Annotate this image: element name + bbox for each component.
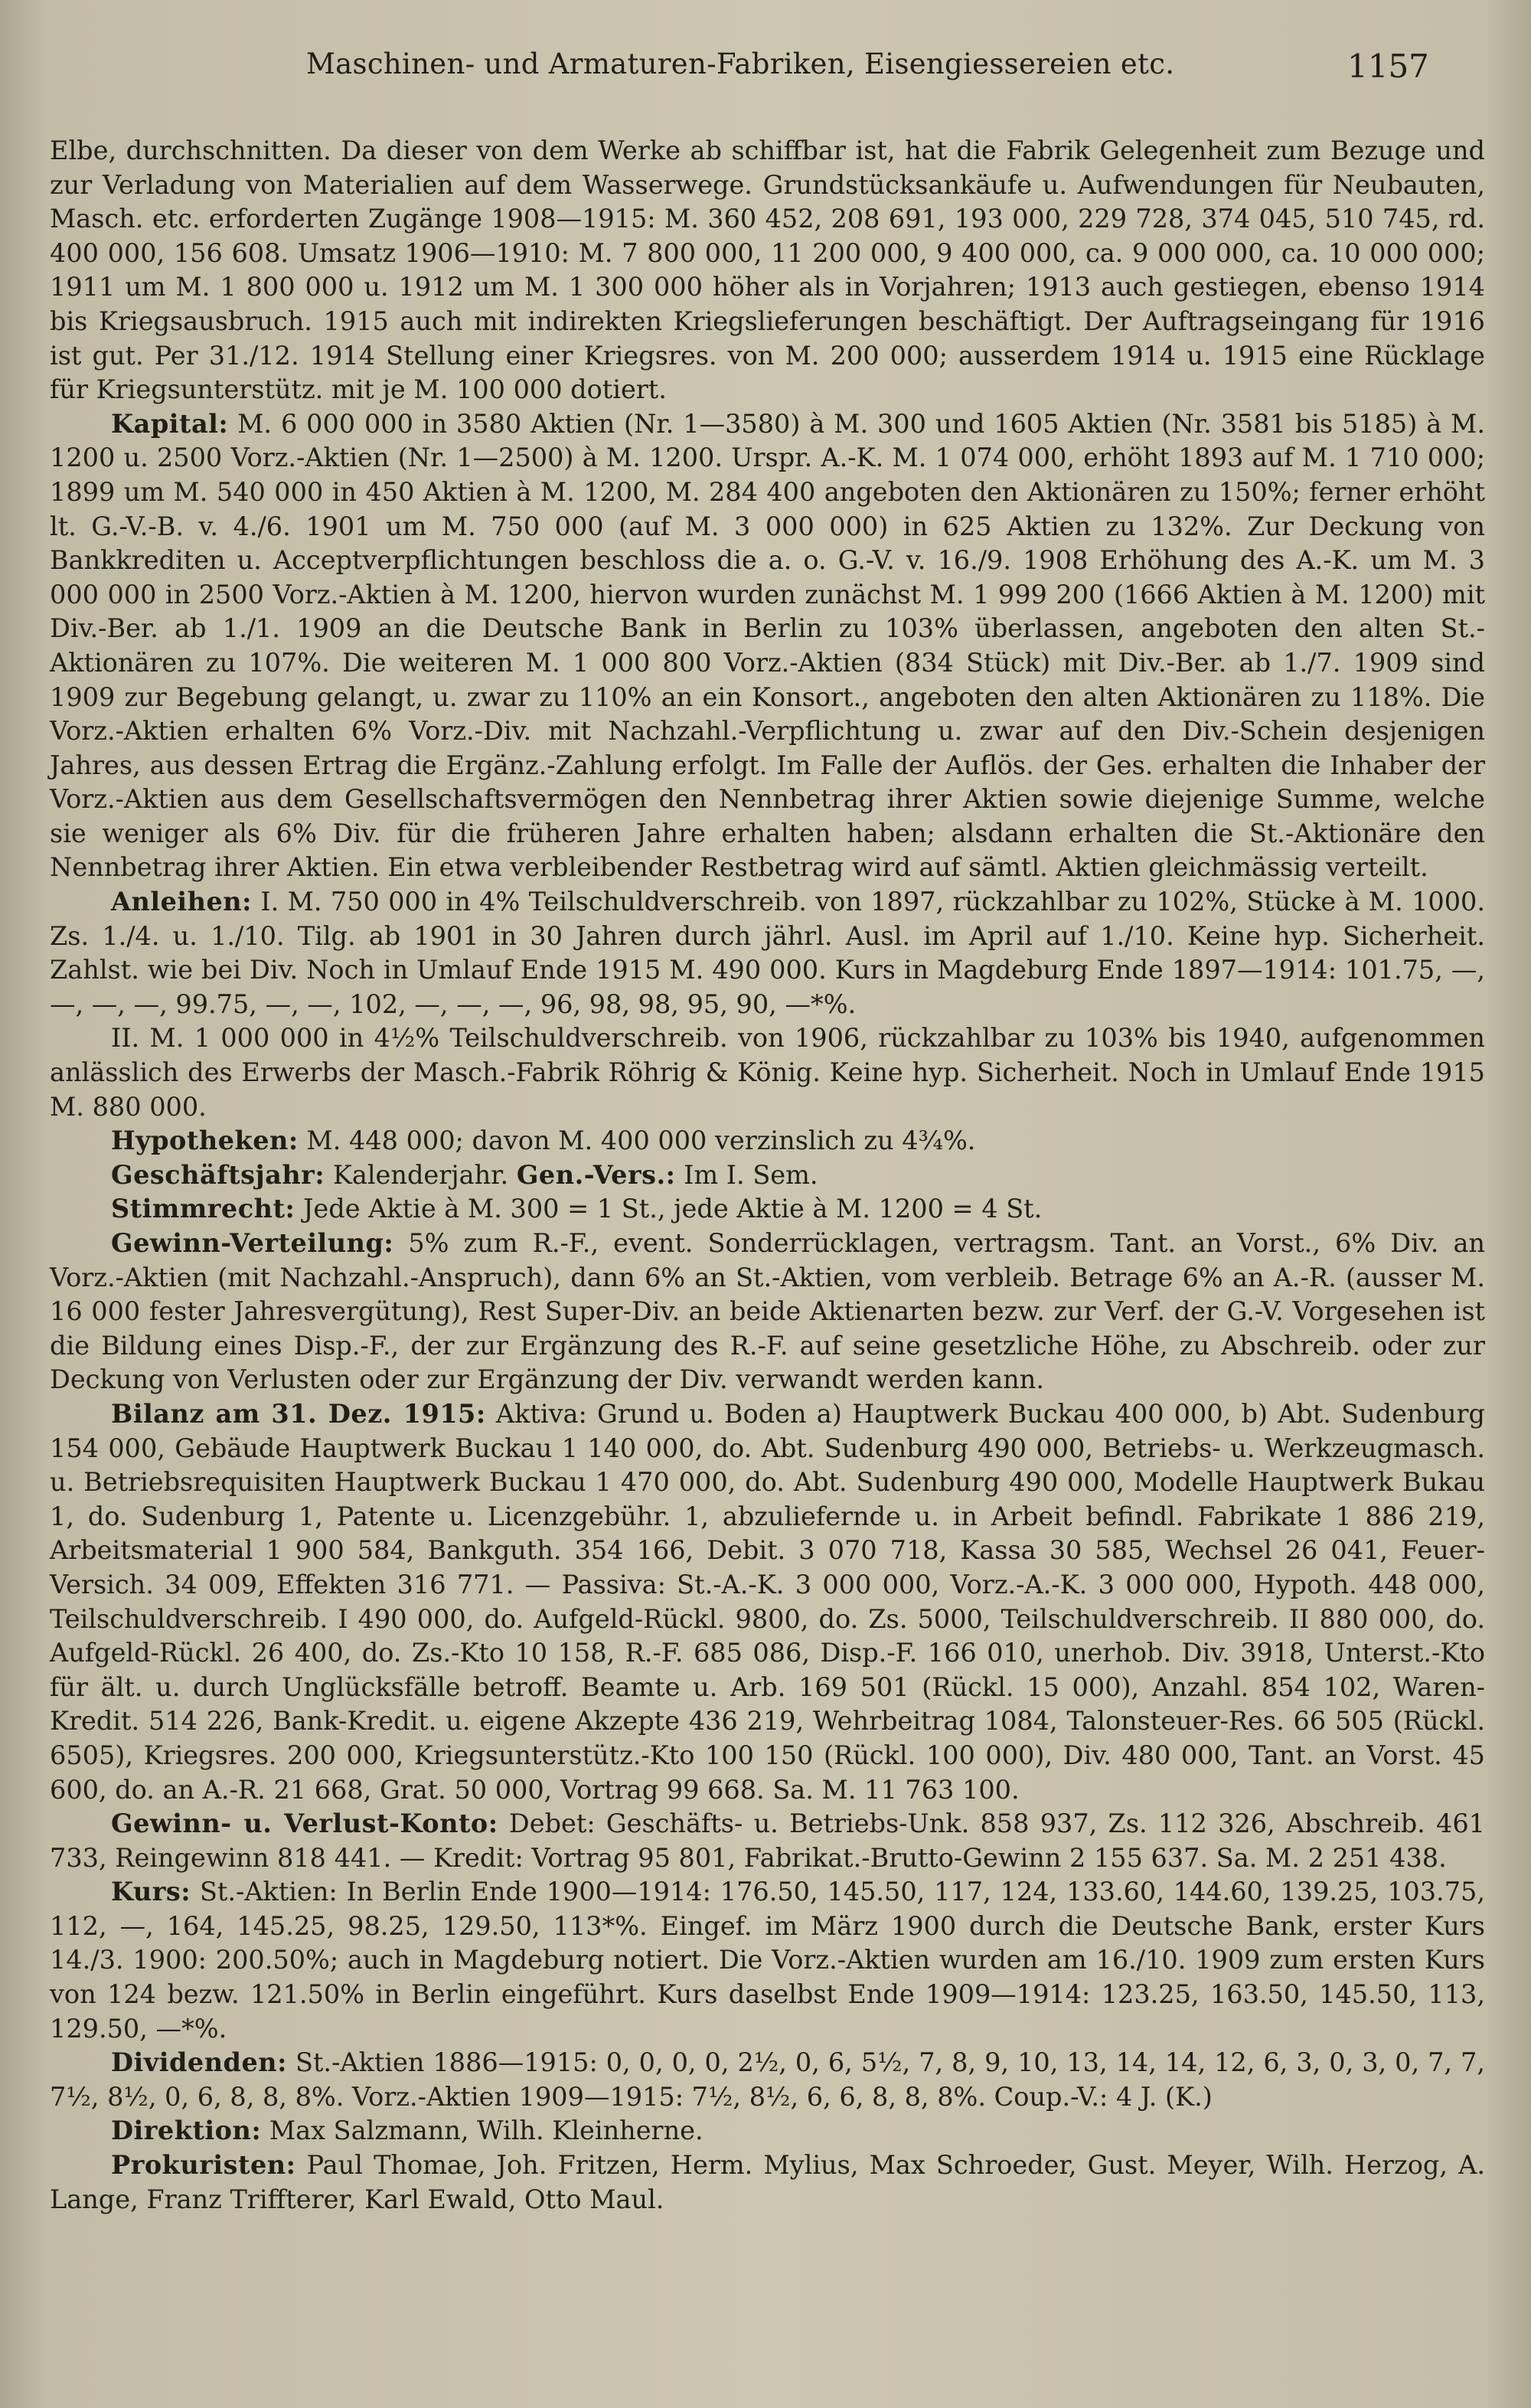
paragraph-dividenden xyxy=(50,2046,1485,2114)
paragraph-anleihen xyxy=(50,885,1485,1021)
paragraph-prokuristen xyxy=(50,2148,1485,2217)
paragraph-text: Elbe, durchschnitten. Da dieser von dem Werke ab schiffbar ist, hat die Fabrik Gelegenheit zum Bezuge und zur Verladung von Materialien auf dem Wasserwege. Grundstücksankäufe u. Aufwendungen für Neubauten, Masch. etc. erforderten Zugänge 1908—1915: M. 360 452, 208 691, 193 000, 229 728, 374 045, 510 745, rd. 400 000, 156 608. Umsatz 1906—1910: M. 7 800 000, 11 200 000, 9 400 000, ca. 9 000 000, ca. 10 000 000; 1911 um M. 1 800 000 u. 1912 um M. 1 300 000 höher als in Vorjahren; 1913 auch gestiegen, ebenso 1914 bis Kriegsausbruch. 1915 auch mit indirekten Kriegslieferungen beschäftigt. Der Auftragseingang für 1916 ist gut. Per 31./12. 1914 Stellung einer Kriegsres. von M. 200 000; ausserdem 1914 u. 1915 eine Rücklage für Kriegsunterstütz. mit je M. 100 000 dotiert. xyxy=(50,136,1485,405)
paragraph-kurs xyxy=(50,1875,1485,2046)
paragraph-text: Debet: Geschäfts- u. Betriebs-Unk. 858 937, Zs. 112 326, Abschreib. 461 733, Reingewinn 818 441. — Kredit: Vortrag 95 801, Fabrikat.-Brutto-Gewinn 2 155 637. Sa. M. 2 251 438. xyxy=(50,1808,1485,1873)
paragraph-geschaeftsjahr xyxy=(50,1158,1485,1193)
paragraph-text: M. 6 000 000 in 3580 Aktien (Nr. 1—3580) à M. 300 und 1605 Aktien (Nr. 3581 bis 5185) à M. 1200 u. 2500 Vorz.-Aktien (Nr. 1—2500) à M. 1200. Urspr. A.-K. M. 1 074 000, erhöht 1893 auf M. 1 710 000; 1899 um M. 540 000 in 450 Aktien à M. 1200, M. 284 400 angeboten den Aktionären zu 150%; ferner erhöht lt. G.-V.-B. v. 4./6. 1901 um M. 750 000 (auf M. 3 000 000) in 625 Aktien zu 132%. Zur Deckung von Bankkrediten u. Acceptverpflichtungen beschloss die a. o. G.-V. v. 16./9. 1908 Erhöhung des A.-K. um M. 3 000 000 in 2500 Vorz.-Aktien à M. 1200, hiervon wurden zunächst M. 1 999 200 (1666 Aktien à M. 1200) mit Div.-Ber. ab 1./1. 1909 an die Deutsche Bank in Berlin zu 103% überlassen, angeboten den alten St.-Aktionären zu 107%. Die weiteren M. 1 000 800 Vorz.-Aktien (834 Stück) mit Div.-Ber. ab 1./7. 1909 sind 1909 zur Begebung gelangt, u. zwar zu 110% an ein Konsort., angeboten den alten Aktionären zu 118%. Die Vorz.-Aktien erhalten 6% Vorz.-Div. mit Nachzahl.-Verpflichtung u. zwar auf den Div.-Schein desjenigen Jahres, aus dessen Ertrag die Ergänz.-Zahlung erfolgt. Im Falle der Auflös. der Ges. erhalten die Inhaber der Vorz.-Aktien aus dem Gesellschaftsvermögen den Nennbetrag ihrer Aktien sowie diejenige Summe, welche sie weniger als 6% Div. für die früheren Jahre erhalten haben; alsdann erhalten die St.-Aktionäre den Nennbetrag ihrer Aktien. Ein etwa verbleibender Restbetrag wird auf sämtl. Aktien gleichmässig verteilt. xyxy=(50,408,1485,883)
section-label: Anleihen: xyxy=(111,887,253,917)
paragraph-direktion xyxy=(50,2114,1485,2148)
section-label: Bilanz am 31. Dez. 1915: xyxy=(111,1398,486,1429)
body-text xyxy=(50,134,1485,2217)
section-label: Kurs: xyxy=(111,1877,191,1907)
paragraph-hypotheken xyxy=(50,1124,1485,1158)
section-label: Dividenden: xyxy=(111,2047,288,2078)
paragraph-text: St.-Aktien 1886—1915: 0, 0, 0, 0, 2½, 0, 6, 5½, 7, 8, 9, 10, 13, 14, 14, 12, 6, 3, 0, 3, 0, 7, 7, 7½, 8½, 0, 6, 8, 8, 8%. Vorz.-Aktien 1909—1915: 7½, 8½, 6, 6, 8, 8, 8%. Coup.-V.: 4 J. (K.) xyxy=(50,2047,1485,2112)
paragraph-intro xyxy=(50,134,1485,407)
paragraph-text: Jede Aktie à M. 300 = 1 St., jede Aktie à M. 1200 = 4 St. xyxy=(295,1194,1043,1224)
section-label: Geschäftsjahr: xyxy=(111,1159,325,1190)
paragraph-text: Kalenderjahr. xyxy=(325,1159,517,1190)
section-label: Stimmrecht: xyxy=(111,1194,295,1224)
paragraph-bilanz xyxy=(50,1397,1485,1807)
running-title: Maschinen- und Armaturen-Fabriken, Eisengiessereien etc. xyxy=(306,47,1175,80)
section-label: Kapital: xyxy=(111,408,229,439)
page-number: 1157 xyxy=(1347,47,1429,85)
section-label: Hypotheken: xyxy=(111,1126,299,1156)
section-label: Gewinn-Verteilung: xyxy=(111,1228,394,1258)
paragraph-text: Paul Thomae, Joh. Fritzen, Herm. Mylius, Max Schroeder, Gust. Meyer, Wilh. Herzog, A. Lange, Franz Triffterer, Karl Ewald, Otto Maul. xyxy=(50,2150,1485,2214)
paragraph-stimmrecht xyxy=(50,1192,1485,1227)
paragraph-text: M. 448 000; davon M. 400 000 verzinslich zu 4¾%. xyxy=(298,1126,976,1156)
paragraph-text: Max Salzmann, Wilh. Kleinherne. xyxy=(261,2116,703,2146)
paragraph-text: Aktiva: Grund u. Boden a) Hauptwerk Buckau 400 000, b) Abt. Sudenburg 154 000, Gebäude Hauptwerk Buckau 1 140 000, do. Abt. Sudenburg 490 000, Betriebs- u. Werkzeugmasch. u. Betriebsrequisiten Hauptwerk Buckau 1 470 000, do. Abt. Sudenburg 490 000, Modelle Hauptwerk Bukau 1, do. Sudenburg 1, Patente u. Licenzgebühr. 1, abzuliefernde u. in Arbeit befindl. Fabrikate 1 886 219, Arbeitsmaterial 1 900 584, Bankguth. 354 166, Debit. 3 070 718, Kassa 30 585, Wechsel 26 041, Feuer-Versich. 34 009, Effekten 316 771. — Passiva: St.-A.-K. 3 000 000, Vorz.-A.-K. 3 000 000, Hypoth. 448 000, Teilschuldverschreib. I 490 000, do. Aufgeld-Rückl. 9800, do. Zs. 5000, Teilschuldverschreib. II 880 000, do. Aufgeld-Rückl. 26 400, do. Zs.-Kto 10 158, R.-F. 685 086, Disp.-F. 166 010, unerhob. Div. 3918, Unterst.-Kto für ält. u. durch Unglücksfälle betroff. Beamte u. Arb. 169 501 (Rückl. 15 000), Anzahl. 854 102, Waren-Kredit. 514 226, Bank-Kredit. u. eigene Akzepte 436 219, Wehrbeitrag 1084, Talonsteuer-Res. 66 505 (Rückl. 6505), Kriegsres. 200 000, Kriegsunterstütz.-Kto 100 150 (Rückl. 100 000), Div. 480 000, Tant. an Vorst. 45 600, do. an A.-R. 21 668, Grat. 50 000, Vortrag 99 668. Sa. M. 11 763 100. xyxy=(50,1398,1485,1805)
paragraph-text: II. M. 1 000 000 in 4½% Teilschuldverschreib. von 1906, rückzahlbar zu 103% bis 1940, aufgenommen anlässlich des Erwerbs der Masch.-Fabrik Röhrig & König. Keine hyp. Sicherheit. Noch in Umlauf Ende 1915 M. 880 000. xyxy=(50,1023,1485,1122)
paragraph-gewinn-verteilung xyxy=(50,1227,1485,1397)
section-label: Direktion: xyxy=(111,2116,262,2146)
paragraph-text: 5% zum R.-F., event. Sonderrücklagen, vertragsm. Tant. an Vorst., 6% Div. an Vorz.-Aktien (mit Nachzahl.-Anspruch), dann 6% an St.-Aktien, vom verbleib. Betrage 6% an A.-R. (ausser M. 16 000 fester Jahresvergütung), Rest Super-Div. an beide Aktienarten bezw. zur Verf. der G.-V. Vorgesehen ist die Bildung eines Disp.-F., der zur Ergänzung des R.-F. auf seine gesetzliche Höhe, zu Abschreib. oder zur Deckung von Verlusten oder zur Ergänzung der Div. verwandt werden kann. xyxy=(50,1228,1485,1395)
paragraph-gewinn-verlust xyxy=(50,1807,1485,1875)
page-header xyxy=(0,47,1531,93)
section-label: Gen.-Vers.: xyxy=(516,1159,676,1190)
paragraph-text: I. M. 750 000 in 4% Teilschuldverschreib. von 1897, rückzahlbar zu 102%, Stücke à M. 1000. Zs. 1./4. u. 1./10. Tilg. ab 1901 in 30 Jahren durch jährl. Ausl. im April auf 1./10. Keine hyp. Sicherheit. Zahlst. wie bei Div. Noch in Umlauf Ende 1915 M. 490 000. Kurs in Magdeburg Ende 1897—1914: 101.75, —, —, —, —, 99.75, —, —, 102, —, —, —, 96, 98, 98, 95, 90, —*%. xyxy=(50,887,1485,1019)
paragraph-anleihe-2 xyxy=(50,1021,1485,1124)
paragraph-text: St.-Aktien: In Berlin Ende 1900—1914: 176.50, 145.50, 117, 124, 133.60, 144.60, 139.25, 103.75, 112, —, 164, 145.25, 98.25, 129.50, 113*%. Eingef. im März 1900 durch die Deutsche Bank, erster Kurs 14./3. 1900: 200.50%; auch in Magdeburg notiert. Die Vorz.-Aktien wurden am 16./10. 1909 zum ersten Kurs von 124 bezw. 121.50% in Berlin eingeführt. Kurs daselbst Ende 1909—1914: 123.25, 163.50, 145.50, 113, 129.50, —*%. xyxy=(50,1877,1485,2044)
section-label: Gewinn- u. Verlust-Konto: xyxy=(111,1808,498,1839)
paragraph-text: Im I. Sem. xyxy=(675,1159,818,1190)
section-label: Prokuristen: xyxy=(111,2150,296,2181)
paragraph-kapital xyxy=(50,407,1485,885)
